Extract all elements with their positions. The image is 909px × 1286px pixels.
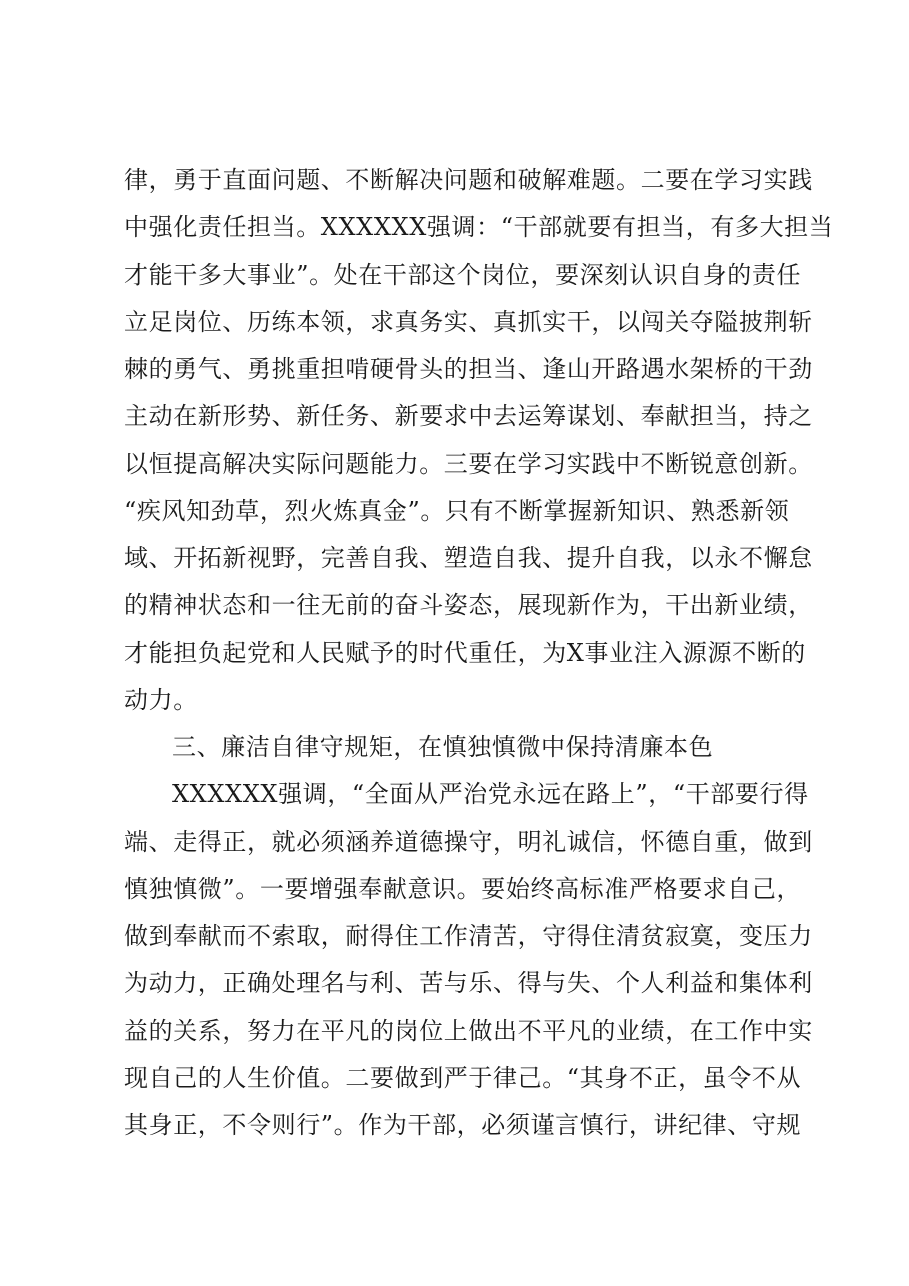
document-body xyxy=(124,157,844,1149)
paragraph-line: 中强化责任担当。XXXXXX强调：“干部就要有担当，有多大担当 xyxy=(124,213,834,242)
paragraph-line: 立足岗位、历练本领，求真务实、真抓实干，以闯关夺隘披荆斩 xyxy=(124,307,813,336)
paragraph-line: 主动在新形势、新任务、新要求中去运筹谋划、奉献担当，持之 xyxy=(124,402,813,431)
paragraph-line: 域、开拓新视野，完善自我、塑造自我、提升自我，以永不懈怠 xyxy=(124,544,813,572)
paragraph-line: “疾风知劲草，烈火炼真金”。只有不断掌握新知识、熟悉新领 xyxy=(124,496,790,525)
paragraph-line: 才能担负起党和人民赋予的时代重任，为X事业注入源源不断的 xyxy=(124,638,806,667)
paragraph-line: 益的关系，努力在平凡的岗位上做出不平凡的业绩，在工作中实 xyxy=(124,1016,813,1045)
paragraph-line: 以恒提高解决实际问题能力。三要在学习实践中不断锐意创新。 xyxy=(124,449,813,478)
paragraph-line: 动力。 xyxy=(124,685,198,714)
paragraph-line: 做到奉献而不索取，耐得住工作清苦，守得住清贫寂寞，变压力 xyxy=(124,922,813,950)
paragraph-line: 的精神状态和一往无前的奋斗姿态，展现新作为，干出新业绩， xyxy=(124,591,813,620)
paragraph-line: 现自己的人生价值。二要做到严于律己。“其身不正，虽令不从 xyxy=(124,1063,802,1092)
paragraph-line: 其身正，不令则行”。作为干部，必须谨言慎行，讲纪律、守规 xyxy=(124,1111,802,1139)
paragraph-line: 慎独慎微”。一要增强奉献意识。要始终高标准严格要求自己， xyxy=(124,874,802,903)
paragraph-line: XXXXXX强调，“全面从严治党永远在路上”，“干部要行得 xyxy=(172,780,809,809)
section-heading: 三、廉洁自律守规矩，在慎独慎微中保持清廉本色 xyxy=(172,733,714,761)
paragraph-line: 律，勇于直面问题、不断解决问题和破解难题。二要在学习实践 xyxy=(124,166,813,194)
paragraph-line: 端、走得正，就必须涵养道德操守，明礼诚信，怀德自重，做到 xyxy=(124,827,813,856)
paragraph-line: 为动力，正确处理名与利、苦与乐、得与失、个人利益和集体利 xyxy=(124,969,813,998)
paragraph-line: 才能干多大事业”。处在干部这个岗位，要深刻认识自身的责任 xyxy=(124,260,802,289)
paragraph-line: 棘的勇气、勇挑重担啃硬骨头的担当、逢山开路遇水架桥的干劲 xyxy=(124,355,813,383)
